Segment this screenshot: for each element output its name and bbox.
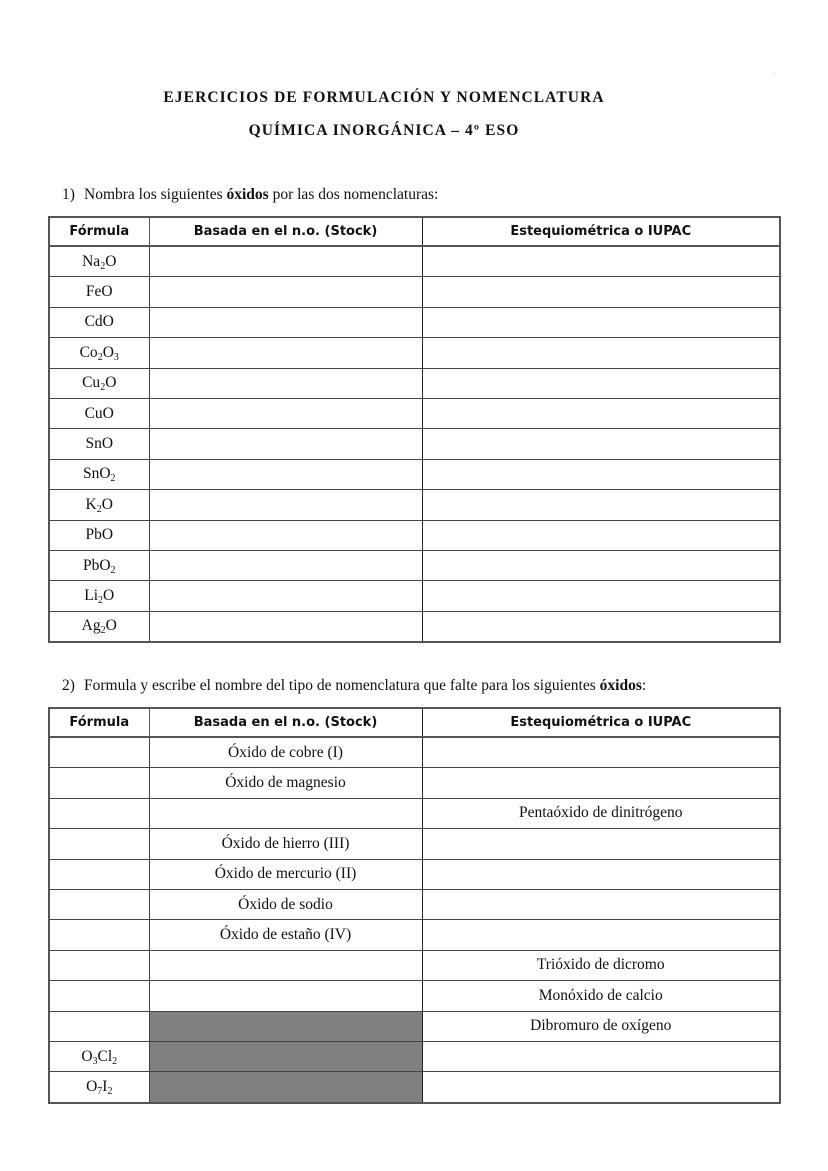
stock-name-cell[interactable]: Óxido de hierro (III) bbox=[149, 829, 422, 859]
chemical-formula bbox=[81, 1048, 117, 1065]
formula-cell[interactable] bbox=[49, 798, 149, 828]
formula-cell[interactable] bbox=[49, 459, 149, 489]
formula-cell[interactable] bbox=[49, 889, 149, 919]
formula-subscript: 2 bbox=[100, 625, 106, 637]
iupac-name-cell[interactable] bbox=[422, 490, 780, 520]
table-row bbox=[49, 920, 780, 950]
iupac-name-cell[interactable] bbox=[422, 368, 780, 398]
iupac-name-cell[interactable]: Monóxido de calcio bbox=[422, 981, 780, 1011]
chemical-formula bbox=[86, 283, 113, 300]
formula-symbol: Cu bbox=[82, 374, 101, 392]
chemical-formula bbox=[82, 465, 116, 485]
formula-cell[interactable] bbox=[49, 768, 149, 798]
table-row bbox=[49, 246, 780, 277]
formula-subscript: 2 bbox=[110, 473, 116, 485]
formula-cell[interactable] bbox=[49, 581, 149, 611]
table-row bbox=[49, 338, 780, 368]
formula-cell[interactable] bbox=[49, 829, 149, 859]
stock-name-cell[interactable] bbox=[149, 611, 422, 642]
iupac-name-cell[interactable] bbox=[422, 429, 780, 459]
iupac-name-cell[interactable] bbox=[422, 859, 780, 889]
exercise-1-number: 1) bbox=[62, 186, 75, 203]
stock-name-cell[interactable] bbox=[149, 981, 422, 1011]
chemical-formula bbox=[83, 557, 116, 574]
table-row bbox=[49, 520, 780, 550]
formula-symbol: CdO bbox=[84, 313, 114, 331]
iupac-name-cell[interactable] bbox=[422, 520, 780, 550]
stock-name-cell[interactable] bbox=[149, 520, 422, 550]
formula-cell[interactable] bbox=[49, 859, 149, 889]
exercise-2-text-end: : bbox=[641, 677, 647, 694]
column-header-formula: Fórmula bbox=[49, 217, 149, 246]
exercise-2-table bbox=[48, 707, 781, 1104]
formula-symbol: O bbox=[86, 1077, 98, 1095]
table-row bbox=[49, 550, 780, 580]
column-header-stock: Basada en el n.o. (Stock) bbox=[149, 217, 422, 246]
formula-subscript: 2 bbox=[100, 260, 106, 272]
iupac-name-cell[interactable] bbox=[422, 307, 780, 337]
stock-name-cell-disabled bbox=[149, 1011, 422, 1041]
page-artifact-dot bbox=[773, 72, 775, 74]
column-header-iupac: Estequiométrica o IUPAC bbox=[422, 708, 780, 737]
chemical-formula bbox=[82, 253, 116, 270]
stock-name-cell[interactable] bbox=[149, 398, 422, 428]
stock-name-cell[interactable]: Óxido de estaño (IV) bbox=[149, 920, 422, 950]
table-row bbox=[49, 1041, 780, 1071]
exercise-1-text-end: por las dos nomenclaturas: bbox=[268, 186, 439, 203]
stock-name-cell[interactable] bbox=[149, 368, 422, 398]
formula-symbol: O bbox=[103, 586, 115, 604]
iupac-name-cell[interactable] bbox=[422, 737, 780, 768]
formula-cell[interactable] bbox=[49, 338, 149, 368]
formula-symbol: O bbox=[105, 374, 117, 392]
exercise-2-text: Formula y escribe el nombre del tipo de nomenclatura que falte para los siguientes bbox=[84, 677, 600, 694]
exercise-1-prompt bbox=[62, 186, 438, 204]
table-row bbox=[49, 829, 780, 859]
formula-cell[interactable] bbox=[49, 490, 149, 520]
formula-symbol: FeO bbox=[85, 283, 113, 301]
formula-symbol: Co bbox=[79, 343, 98, 361]
chemical-formula bbox=[85, 435, 113, 452]
formula-symbol: I bbox=[102, 1077, 108, 1095]
formula-subscript: 2 bbox=[100, 382, 106, 394]
table-row bbox=[49, 798, 780, 828]
exercise-1-text: Nombra los siguientes bbox=[84, 186, 227, 203]
formula-symbol: Cl bbox=[97, 1047, 113, 1065]
chemical-formula bbox=[80, 344, 119, 361]
iupac-name-cell[interactable] bbox=[422, 1041, 780, 1071]
iupac-name-cell[interactable] bbox=[422, 1072, 780, 1103]
stock-name-cell[interactable]: Óxido de sodio bbox=[149, 889, 422, 919]
iupac-name-cell[interactable] bbox=[422, 829, 780, 859]
formula-cell[interactable] bbox=[49, 246, 149, 277]
stock-name-cell[interactable] bbox=[149, 338, 422, 368]
exercise-2-bold-word: óxidos bbox=[599, 677, 642, 694]
iupac-name-cell[interactable] bbox=[422, 920, 780, 950]
formula-cell[interactable] bbox=[49, 1041, 149, 1071]
formula-subscript: 2 bbox=[96, 503, 102, 515]
formula-symbol: O bbox=[102, 343, 114, 361]
formula-cell[interactable] bbox=[49, 550, 149, 580]
exercise-2-prompt bbox=[62, 677, 646, 695]
formula-cell[interactable] bbox=[49, 398, 149, 428]
chemical-formula bbox=[86, 496, 113, 513]
stock-name-cell-disabled bbox=[149, 1041, 422, 1071]
stock-name-cell[interactable] bbox=[149, 459, 422, 489]
iupac-name-cell[interactable] bbox=[422, 768, 780, 798]
formula-cell[interactable] bbox=[49, 520, 149, 550]
column-header-formula: Fórmula bbox=[49, 708, 149, 737]
formula-cell[interactable] bbox=[49, 1011, 149, 1041]
iupac-name-cell[interactable] bbox=[422, 338, 780, 368]
formula-symbol: O bbox=[101, 495, 113, 513]
formula-cell[interactable] bbox=[49, 920, 149, 950]
stock-name-cell[interactable] bbox=[149, 581, 422, 611]
formula-symbol: SnO bbox=[85, 435, 114, 453]
formula-cell[interactable] bbox=[49, 307, 149, 337]
stock-name-cell[interactable] bbox=[149, 429, 422, 459]
stock-name-cell[interactable] bbox=[149, 307, 422, 337]
formula-cell[interactable] bbox=[49, 950, 149, 980]
chemical-formula bbox=[85, 526, 113, 543]
stock-name-cell[interactable]: Óxido de magnesio bbox=[149, 768, 422, 798]
table-row bbox=[49, 581, 780, 611]
table-row bbox=[49, 737, 780, 768]
formula-subscript: 2 bbox=[112, 1055, 118, 1067]
formula-symbol: Li bbox=[84, 586, 99, 604]
table-row bbox=[49, 768, 780, 798]
formula-symbol: Ag bbox=[81, 617, 101, 635]
formula-subscript: 7 bbox=[97, 1085, 103, 1097]
formula-cell[interactable] bbox=[49, 277, 149, 307]
formula-symbol: PbO bbox=[82, 556, 111, 574]
stock-name-cell[interactable] bbox=[149, 490, 422, 520]
formula-subscript: 2 bbox=[97, 351, 103, 363]
table-row bbox=[49, 490, 780, 520]
formula-subscript: 2 bbox=[110, 564, 116, 576]
iupac-name-cell[interactable] bbox=[422, 246, 780, 277]
formula-subscript: 3 bbox=[92, 1055, 98, 1067]
iupac-name-cell[interactable] bbox=[422, 550, 780, 580]
table-row bbox=[49, 859, 780, 889]
formula-symbol: PbO bbox=[85, 526, 114, 544]
table-row bbox=[49, 1011, 780, 1041]
formula-subscript: 2 bbox=[98, 594, 104, 606]
iupac-name-cell[interactable]: Trióxido de dicromo bbox=[422, 950, 780, 980]
chemical-formula bbox=[85, 405, 114, 422]
table-row bbox=[49, 950, 780, 980]
stock-name-cell[interactable] bbox=[149, 798, 422, 828]
formula-symbol: Na bbox=[82, 252, 101, 270]
formula-symbol: O bbox=[81, 1047, 93, 1065]
table-row bbox=[49, 307, 780, 337]
chemical-formula bbox=[84, 587, 114, 604]
formula-subscript: 3 bbox=[113, 351, 119, 363]
table-row bbox=[49, 459, 780, 489]
formula-cell[interactable] bbox=[49, 981, 149, 1011]
iupac-name-cell[interactable]: Dibromuro de oxígeno bbox=[422, 1011, 780, 1041]
iupac-name-cell[interactable]: Pentaóxido de dinitrógeno bbox=[422, 798, 780, 828]
iupac-name-cell[interactable] bbox=[422, 889, 780, 919]
table-row bbox=[49, 429, 780, 459]
formula-symbol: K bbox=[85, 495, 97, 513]
table-row bbox=[49, 981, 780, 1011]
stock-name-cell-disabled bbox=[149, 1072, 422, 1103]
chemical-formula bbox=[86, 1078, 112, 1095]
document-title: EJERCICIOS DE FORMULACIÓN Y NOMENCLATURA bbox=[163, 89, 605, 106]
iupac-name-cell[interactable] bbox=[422, 277, 780, 307]
stock-name-cell[interactable] bbox=[149, 550, 422, 580]
stock-name-cell[interactable]: Óxido de cobre (I) bbox=[149, 737, 422, 768]
table-row bbox=[49, 611, 780, 642]
table-row bbox=[49, 398, 780, 428]
formula-cell[interactable] bbox=[49, 368, 149, 398]
exercise-1-table bbox=[48, 216, 781, 643]
formula-cell[interactable] bbox=[49, 429, 149, 459]
table-row bbox=[49, 889, 780, 919]
table-header-row bbox=[49, 708, 780, 737]
stock-name-cell[interactable] bbox=[149, 277, 422, 307]
formula-symbol: O bbox=[105, 617, 117, 635]
formula-cell[interactable] bbox=[49, 611, 149, 642]
chemical-formula bbox=[85, 313, 114, 330]
iupac-name-cell[interactable] bbox=[422, 611, 780, 642]
formula-subscript: 2 bbox=[107, 1085, 113, 1097]
chemical-formula bbox=[81, 617, 117, 637]
exercise-1-bold-word: óxidos bbox=[226, 186, 269, 203]
formula-symbol: O bbox=[105, 252, 117, 270]
exercise-2-number: 2) bbox=[62, 677, 75, 694]
document-subtitle: QUÍMICA INORGÁNICA – 4º ESO bbox=[248, 122, 520, 139]
table-header-row bbox=[49, 217, 780, 246]
stock-name-cell[interactable]: Óxido de mercurio (II) bbox=[149, 859, 422, 889]
table-row bbox=[49, 277, 780, 307]
iupac-name-cell[interactable] bbox=[422, 398, 780, 428]
column-header-stock: Basada en el n.o. (Stock) bbox=[149, 708, 422, 737]
formula-symbol: SnO bbox=[82, 465, 111, 483]
iupac-name-cell[interactable] bbox=[422, 581, 780, 611]
iupac-name-cell[interactable] bbox=[422, 459, 780, 489]
chemical-formula bbox=[82, 374, 117, 394]
table-row bbox=[49, 1072, 780, 1103]
stock-name-cell[interactable] bbox=[149, 246, 422, 277]
stock-name-cell[interactable] bbox=[149, 950, 422, 980]
table-row bbox=[49, 368, 780, 398]
column-header-iupac: Estequiométrica o IUPAC bbox=[422, 217, 780, 246]
formula-cell[interactable] bbox=[49, 737, 149, 768]
formula-symbol: CuO bbox=[84, 404, 114, 422]
formula-cell[interactable] bbox=[49, 1072, 149, 1103]
